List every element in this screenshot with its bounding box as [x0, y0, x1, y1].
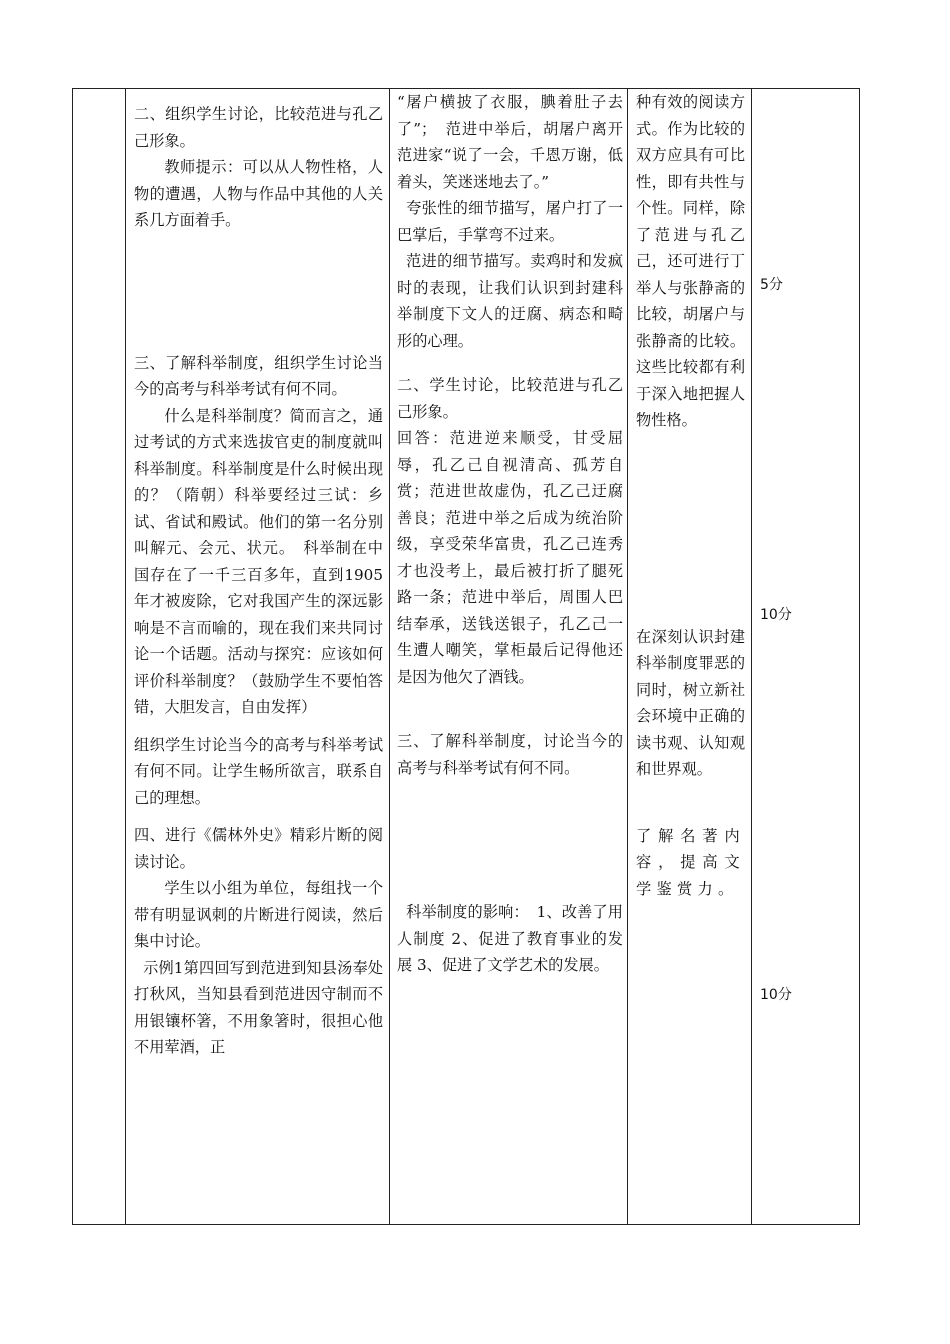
section-3-body: 什么是科举制度？简而言之，通过考试的方式来选拔官吏的制度就叫科举制度。科举制度是什么时候出现的？（隋朝）科举要经过三试：乡试、省试和殿试。他们的第一名分别叫解元、会元、状元。 科举制在中国存在了一千三百多年，直到1905年才被废除，它对我国产生的深远影响是不言而喻的，现在我们来共同讨论一个话题。活动与探究：应该如何评价科举制度？（鼓励学生不要怕答错，大胆发言，自由发挥）	[134, 406, 383, 716]
section-4-title: 四、进行《儒林外史》精彩片断的阅读讨论。	[134, 826, 383, 871]
butcher-quote: “屠户横披了衣服，腆着肚子去了”； 范进中举后，胡屠户离开范进家“说了一会，千恩万谢，低着头，笑迷迷地去了。”	[397, 93, 623, 191]
lesson-table	[72, 88, 860, 1225]
design-intent-column	[627, 89, 751, 1224]
student-section-2-title: 二、学生讨论，比较范进与孔乙己形象。	[397, 376, 623, 421]
intent-comparison: 种有效的阅读方式。作为比较的双方应具有可比性，即有共性与个性。同样，除了范进与孔乙己，还可进行丁举人与张静斋的比较，胡屠户与张静斋的比较。这些比较都有利于深入地把握人物性格。	[636, 93, 745, 429]
time-10-min-2: 10分	[760, 987, 792, 1003]
student-section-3-title: 三、了解科举制度，讨论当今的高考与科举考试有何不同。	[397, 732, 623, 777]
section-3-title: 三、了解科举制度，组织学生讨论当今的高考与科举考试有何不同。	[134, 353, 383, 398]
section-2-title: 二、组织学生讨论，比较范进与孔乙己形象。	[134, 105, 383, 150]
teacher-activity-column	[125, 89, 389, 1224]
section-4-example: 示例1第四回写到范进到知县汤奉处打秋风，当知县看到范进因守制而不用银镶杯箸，不用象箸时，很担心他不用荤酒，正	[134, 958, 383, 1056]
time-column	[751, 89, 859, 1224]
time-10-min-1: 10分	[760, 607, 792, 623]
intent-appreciation: 了解名著内容，提高文学鉴赏力。	[636, 826, 745, 898]
section-4-body: 学生以小组为单位，每组找一个带有明显讽刺的片断进行阅读，然后集中讨论。	[134, 879, 383, 950]
teacher-tip: 教师提示：可以从人物性格，人物的遭遇，人物与作品中其他的人关系几方面着手。	[134, 158, 383, 229]
exam-influence: 科举制度的影响： 1、改善了用人制度 2、促进了教育事业的发展 3、促进了文学艺术的发展。	[397, 903, 623, 974]
time-5-min: 5分	[760, 277, 783, 293]
section-3-discussion: 组织学生讨论当今的高考与科举考试有何不同。让学生畅所欲言，联系自己的理想。	[134, 735, 383, 807]
exaggeration-detail: 夸张性的细节描写，屠户打了一巴掌后，手掌弯不过来。	[397, 199, 623, 244]
student-answer: 回答：范进逆来顺受，甘受屈辱，孔乙己自视清高、孤芳自赏；范进世故虚伪，孔乙己迂腐善良；范进中举之后成为统治阶级，享受荣华富贵，孔乙己连秀才也没考上，最后被打折了腿死路一条；范进中举后，周围人巴结奉承，送钱送银子，孔乙己一生遭人嘲笑，掌柜最后记得他还是因为他欠了酒钱。	[397, 429, 623, 686]
student-activity-column	[389, 89, 627, 1224]
intent-worldview: 在深刻认识封建科举制度罪恶的同时，树立新社会环境中正确的读书观、认知观和世界观。	[636, 627, 745, 778]
fan-jin-detail: 范进的细节描写。卖鸡时和发疯时的表现，让我们认识到封建科举制度下文人的迂腐、病态和畸形的心理。	[397, 252, 623, 350]
